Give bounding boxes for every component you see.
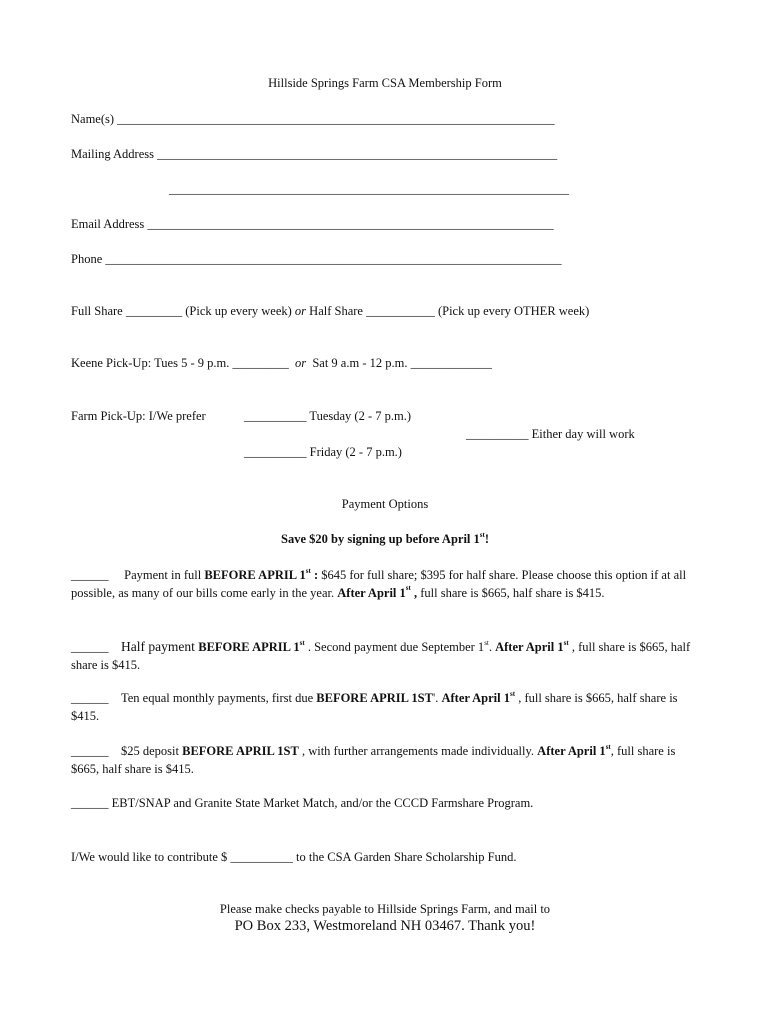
payment-option-monthly[interactable]: ______ Ten equal monthly payments, first due BEFORE APRIL 1ST'. After April 1st , full share is $665, half share is $415. bbox=[71, 689, 678, 723]
mailing-address-footer: PO Box 233, Westmoreland NH 03467. Thank you! bbox=[234, 918, 536, 934]
payment-option-full[interactable]: ______ Payment in full BEFORE APRIL 1st : $645 for full share; $395 for half share. Please choose this option if at all possible, as many of our bills come early in the year. After April 1st , full share is $665, half share is $415. bbox=[71, 566, 687, 600]
checks-payable-note: Please make checks payable to Hillside Springs Farm, and mail to bbox=[219, 902, 551, 916]
option-blank: ______ bbox=[71, 744, 109, 758]
keene-tuesday-option[interactable]: Keene Pick-Up: Tues 5 - 9 p.m. _________ bbox=[71, 356, 289, 370]
share-or: or bbox=[294, 304, 307, 318]
farm-either-day-option[interactable]: __________ Either day will work bbox=[466, 427, 635, 441]
scholarship-contribution-field[interactable]: I/We would like to contribute $ __________ to the CSA Garden Share Scholarship Fund. bbox=[71, 850, 517, 864]
names-field[interactable]: Name(s) ______________________________________________________________________ bbox=[71, 112, 555, 126]
option-blank: ______ bbox=[71, 691, 109, 705]
form-title: Hillside Springs Farm CSA Membership Form bbox=[268, 76, 502, 90]
half-share-option[interactable]: Half Share ___________ (Pick up every OTHER week) bbox=[309, 304, 590, 318]
farm-friday-option[interactable]: __________ Friday (2 - 7 p.m.) bbox=[244, 445, 402, 459]
payment-option-deposit[interactable]: ______ $25 deposit BEFORE APRIL 1ST , with further arrangements made individually. After April 1st, full share is $665, half share is $415. bbox=[71, 742, 676, 776]
mailing-address-field[interactable]: Mailing Address ________________________________________________________________ bbox=[71, 147, 558, 161]
farm-tuesday-option[interactable]: __________ Tuesday (2 - 7 p.m.) bbox=[244, 409, 412, 423]
share-size-row bbox=[71, 303, 589, 319]
mailing-address-line-2[interactable]: ________________________________________________________________ bbox=[169, 182, 569, 196]
keene-pickup-row bbox=[71, 355, 492, 371]
payment-options-heading: Payment Options bbox=[341, 497, 429, 511]
keene-saturday-option[interactable]: Sat 9 a.m - 12 p.m. _____________ bbox=[312, 356, 492, 370]
email-address-field[interactable]: Email Address _________________________________________________________________ bbox=[71, 217, 554, 231]
phone-field[interactable]: Phone _________________________________________________________________________ bbox=[71, 252, 562, 266]
full-share-option[interactable]: Full Share _________ (Pick up every week) bbox=[71, 304, 292, 318]
payment-option-ebt-snap[interactable]: ______ EBT/SNAP and Granite State Market Match, and/or the CCCD Farmshare Program. bbox=[71, 796, 534, 810]
option-blank: ______ bbox=[71, 568, 109, 582]
payment-option-half[interactable]: ______ Half payment BEFORE APRIL 1st . Second payment due September 1st. After April 1st , full share is $665, half share is $415. bbox=[71, 638, 691, 672]
early-signup-note: Save $20 by signing up before April 1st! bbox=[281, 530, 489, 546]
farm-pickup-label: Farm Pick-Up: I/We prefer bbox=[71, 409, 206, 423]
keene-or: or bbox=[294, 356, 307, 370]
option-blank: ______ bbox=[71, 640, 109, 654]
